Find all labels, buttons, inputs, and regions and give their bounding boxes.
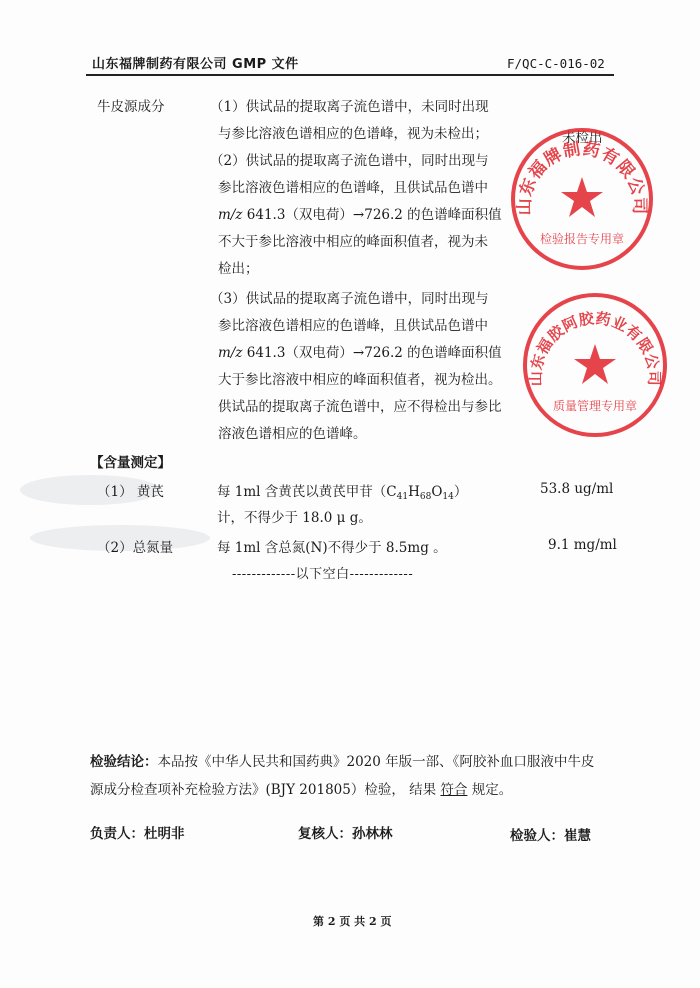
- seal1-subtext: 检验报告专用章: [539, 232, 625, 246]
- criteria-line: m/z 641.3（双电荷）→726.2 的色谱峰面积值: [218, 345, 502, 361]
- criteria-line: （2）供试品的提取离子流色谱中，同时出现与: [210, 153, 489, 169]
- conclusion-line2: [90, 778, 512, 798]
- conclusion-label: 检验结论：: [90, 754, 158, 770]
- signature-responsible: 负责人：杜明非: [90, 826, 185, 842]
- conclusion-verdict: 符合: [440, 782, 468, 798]
- signature-reviewer: 复核人：孙林林: [298, 826, 393, 842]
- assay-spec-astragalus: [217, 480, 467, 502]
- formula-sub: 41: [396, 492, 409, 502]
- criteria-line: 与参比溶液色谱相应的色谱峰，视为未检出；: [218, 126, 488, 142]
- criteria-line: 供试品的提取离子流色谱中，应不得检出与参比: [218, 399, 502, 415]
- assay-spec-nitrogen: 每 1ml 含总氮(N)不得少于 8.5mg 。: [217, 540, 447, 556]
- conclusion-text: 源成分检查项补充检验方法》(BJY 201805）检验， 结果: [90, 782, 441, 798]
- section-title-assay: 【含量测定】: [90, 455, 171, 471]
- criteria-line: 检出；: [218, 261, 259, 277]
- conclusion-line1: [90, 750, 594, 770]
- conclusion-text: 本品按《中华人民共和国药典》2020 年版一部、《阿胶补血口服液中牛皮: [157, 754, 595, 770]
- signature-inspector: 检验人：崔慧: [510, 828, 591, 844]
- result-source: 未检出: [562, 130, 603, 146]
- formula-letter: O: [431, 484, 443, 500]
- conclusion-text: 规定。: [467, 782, 513, 798]
- assay-label-astragalus: （1） 黄芪: [97, 484, 164, 500]
- blank-below-marker: -------------以下空白-------------: [232, 567, 414, 582]
- seal-quality-management: [520, 290, 670, 440]
- seal2-text: 山东福胶阿胶药业有限公司: [526, 309, 664, 387]
- formula-sub: 68: [419, 492, 432, 502]
- seal-inspection-report: [508, 125, 656, 273]
- result-nitrogen: 9.1 mg/ml: [548, 537, 617, 553]
- criteria-line: 大于参比溶液中相应的峰面积值者，视为检出。: [218, 372, 502, 388]
- criteria-line: 参比溶液色谱相应的色谱峰，且供试品色谱中: [218, 318, 488, 334]
- document-code: F/QC-C-016-02: [507, 56, 605, 71]
- criteria-line: 溶液色谱相应的色谱峰。: [218, 426, 367, 442]
- item-label-source: 牛皮源成分: [97, 99, 165, 115]
- seal2-subtext: 质量管理专用章: [552, 399, 638, 413]
- assay-spec-astragalus-line2: 计，不得少于 18.0 μ g。: [217, 510, 372, 526]
- criteria-text: 641.3（双电荷）→726.2 的色谱峰面积值: [246, 345, 502, 361]
- criteria-line: m/z 641.3（双电荷）→726.2 的色谱峰面积值: [218, 207, 502, 223]
- result-astragalus: 53.8 ug/ml: [540, 481, 614, 497]
- spec-text: ）: [453, 484, 468, 500]
- criteria-line: 不大于参比溶液中相应的峰面积值者，视为未: [218, 234, 488, 250]
- header-rule: [86, 74, 614, 76]
- page-number: 第 2 页 共 2 页: [313, 915, 392, 928]
- assay-label-nitrogen: （2）总氮量: [97, 540, 174, 556]
- criteria-text: 641.3（双电荷）→726.2 的色谱峰面积值: [246, 207, 502, 223]
- company-header: 山东福牌制药有限公司 GMP 文件: [92, 57, 299, 72]
- formula-letter: H: [408, 484, 420, 500]
- spec-text: 每 1ml 含黄芪以黄芪甲苷（C: [217, 484, 397, 500]
- seal1-text: 山东福牌制药有限公司: [514, 139, 650, 216]
- criteria-line: （3）供试品的提取离子流色谱中，同时出现与: [210, 291, 489, 307]
- criteria-line: （1）供试品的提取离子流色谱中，未同时出现: [210, 99, 489, 115]
- criteria-line: 参比溶液色谱相应的色谱峰，且供试品色谱中: [218, 180, 488, 196]
- formula-sub: 14: [442, 492, 454, 502]
